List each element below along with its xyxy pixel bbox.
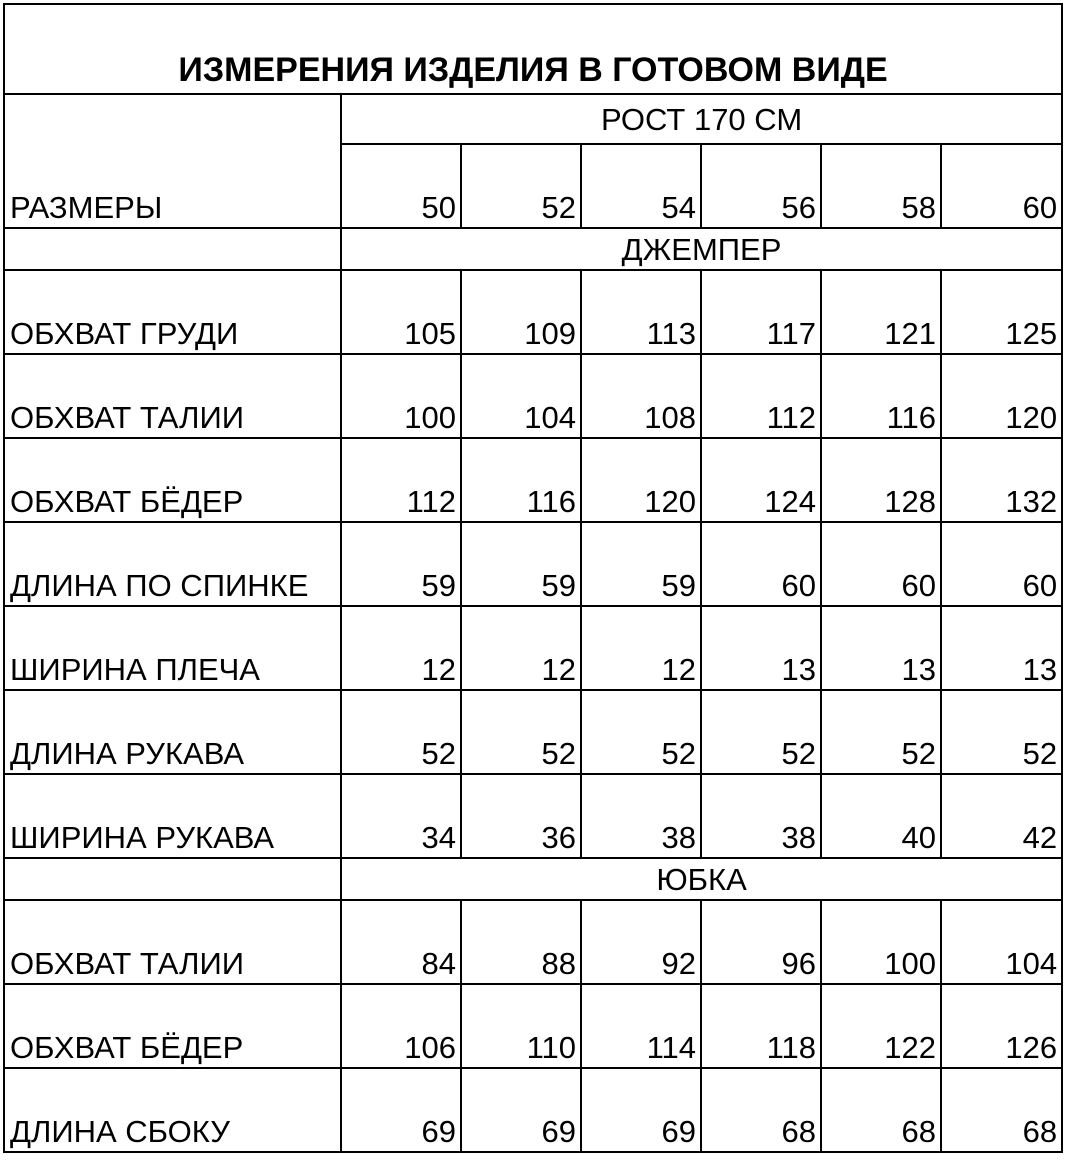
measurement-label: ШИРИНА РУКАВА — [4, 774, 341, 858]
measurement-value: 69 — [341, 1068, 461, 1152]
measurement-value: 92 — [581, 900, 701, 984]
measurement-value: 40 — [821, 774, 941, 858]
table-row — [4, 354, 1062, 438]
table-row — [4, 270, 1062, 354]
table-row — [4, 1068, 1062, 1152]
measurement-value: 59 — [581, 522, 701, 606]
measurement-value: 52 — [821, 690, 941, 774]
sizes-header-label: РАЗМЕРЫ — [4, 94, 341, 228]
measurement-value: 60 — [821, 522, 941, 606]
measurement-value: 13 — [701, 606, 821, 690]
size-cell: 60 — [941, 144, 1062, 228]
measurement-value: 109 — [461, 270, 581, 354]
measurement-value: 60 — [701, 522, 821, 606]
measurement-label: ОБХВАТ ТАЛИИ — [4, 900, 341, 984]
measurement-value: 68 — [821, 1068, 941, 1152]
measurement-value: 69 — [581, 1068, 701, 1152]
measurement-label: ОБХВАТ БЁДЕР — [4, 438, 341, 522]
measurement-value: 68 — [701, 1068, 821, 1152]
table-row — [4, 522, 1062, 606]
measurement-value: 124 — [701, 438, 821, 522]
table-row — [4, 900, 1062, 984]
size-cell: 50 — [341, 144, 461, 228]
measurement-value: 104 — [941, 900, 1062, 984]
measurement-value: 96 — [701, 900, 821, 984]
measurement-label: ДЛИНА СБОКУ — [4, 1068, 341, 1152]
measurement-value: 60 — [941, 522, 1062, 606]
measurement-value: 120 — [941, 354, 1062, 438]
section-title: ДЖЕМПЕР — [341, 228, 1062, 270]
height-label: РОСТ 170 СМ — [341, 94, 1062, 144]
measurement-value: 38 — [581, 774, 701, 858]
measurement-value: 36 — [461, 774, 581, 858]
measurement-value: 121 — [821, 270, 941, 354]
measurement-value: 59 — [461, 522, 581, 606]
measurement-value: 12 — [581, 606, 701, 690]
measurement-value: 52 — [341, 690, 461, 774]
measurement-value: 59 — [341, 522, 461, 606]
measurement-value: 12 — [341, 606, 461, 690]
table-row — [4, 438, 1062, 522]
table-row — [4, 606, 1062, 690]
measurement-value: 108 — [581, 354, 701, 438]
measurement-value: 116 — [821, 354, 941, 438]
measurement-value: 12 — [461, 606, 581, 690]
size-cell: 58 — [821, 144, 941, 228]
measurement-label: ШИРИНА ПЛЕЧА — [4, 606, 341, 690]
measurement-value: 34 — [341, 774, 461, 858]
measurement-value: 114 — [581, 984, 701, 1068]
measurement-value: 122 — [821, 984, 941, 1068]
table-row — [4, 690, 1062, 774]
measurement-value: 68 — [941, 1068, 1062, 1152]
size-table-body — [4, 4, 1062, 1152]
measurement-value: 106 — [341, 984, 461, 1068]
measurement-label: ОБХВАТ ГРУДИ — [4, 270, 341, 354]
measurement-value: 132 — [941, 438, 1062, 522]
size-cell: 56 — [701, 144, 821, 228]
measurement-value: 100 — [821, 900, 941, 984]
measurement-value: 13 — [821, 606, 941, 690]
measurement-value: 105 — [341, 270, 461, 354]
measurement-value: 100 — [341, 354, 461, 438]
section-header-row — [4, 858, 1062, 900]
measurement-value: 38 — [701, 774, 821, 858]
measurement-value: 42 — [941, 774, 1062, 858]
measurement-value: 117 — [701, 270, 821, 354]
section-blank-cell — [4, 228, 341, 270]
height-row — [4, 94, 1062, 144]
measurement-value: 110 — [461, 984, 581, 1068]
measurement-label: ОБХВАТ БЁДЕР — [4, 984, 341, 1068]
measurement-label: ДЛИНА ПО СПИНКЕ — [4, 522, 341, 606]
measurement-value: 118 — [701, 984, 821, 1068]
measurement-value: 69 — [461, 1068, 581, 1152]
title-row — [4, 4, 1062, 94]
measurement-value: 128 — [821, 438, 941, 522]
measurement-value: 112 — [341, 438, 461, 522]
section-header-row — [4, 228, 1062, 270]
measurement-value: 52 — [461, 690, 581, 774]
measurement-value: 116 — [461, 438, 581, 522]
measurement-value: 52 — [941, 690, 1062, 774]
measurement-value: 125 — [941, 270, 1062, 354]
measurement-value: 104 — [461, 354, 581, 438]
table-title: ИЗМЕРЕНИЯ ИЗДЕЛИЯ В ГОТОВОМ ВИДЕ — [4, 4, 1062, 94]
size-chart-sheet — [3, 3, 1061, 1171]
section-blank-cell — [4, 858, 341, 900]
measurement-value: 112 — [701, 354, 821, 438]
size-cell: 54 — [581, 144, 701, 228]
table-row — [4, 774, 1062, 858]
measurement-value: 126 — [941, 984, 1062, 1068]
measurement-label: ОБХВАТ ТАЛИИ — [4, 354, 341, 438]
section-title: ЮБКА — [341, 858, 1062, 900]
measurement-value: 52 — [581, 690, 701, 774]
measurement-value: 113 — [581, 270, 701, 354]
measurement-value: 13 — [941, 606, 1062, 690]
size-table — [3, 3, 1063, 1153]
measurement-value: 88 — [461, 900, 581, 984]
measurement-value: 84 — [341, 900, 461, 984]
size-cell: 52 — [461, 144, 581, 228]
measurement-value: 52 — [701, 690, 821, 774]
table-row — [4, 984, 1062, 1068]
measurement-label: ДЛИНА РУКАВА — [4, 690, 341, 774]
measurement-value: 120 — [581, 438, 701, 522]
